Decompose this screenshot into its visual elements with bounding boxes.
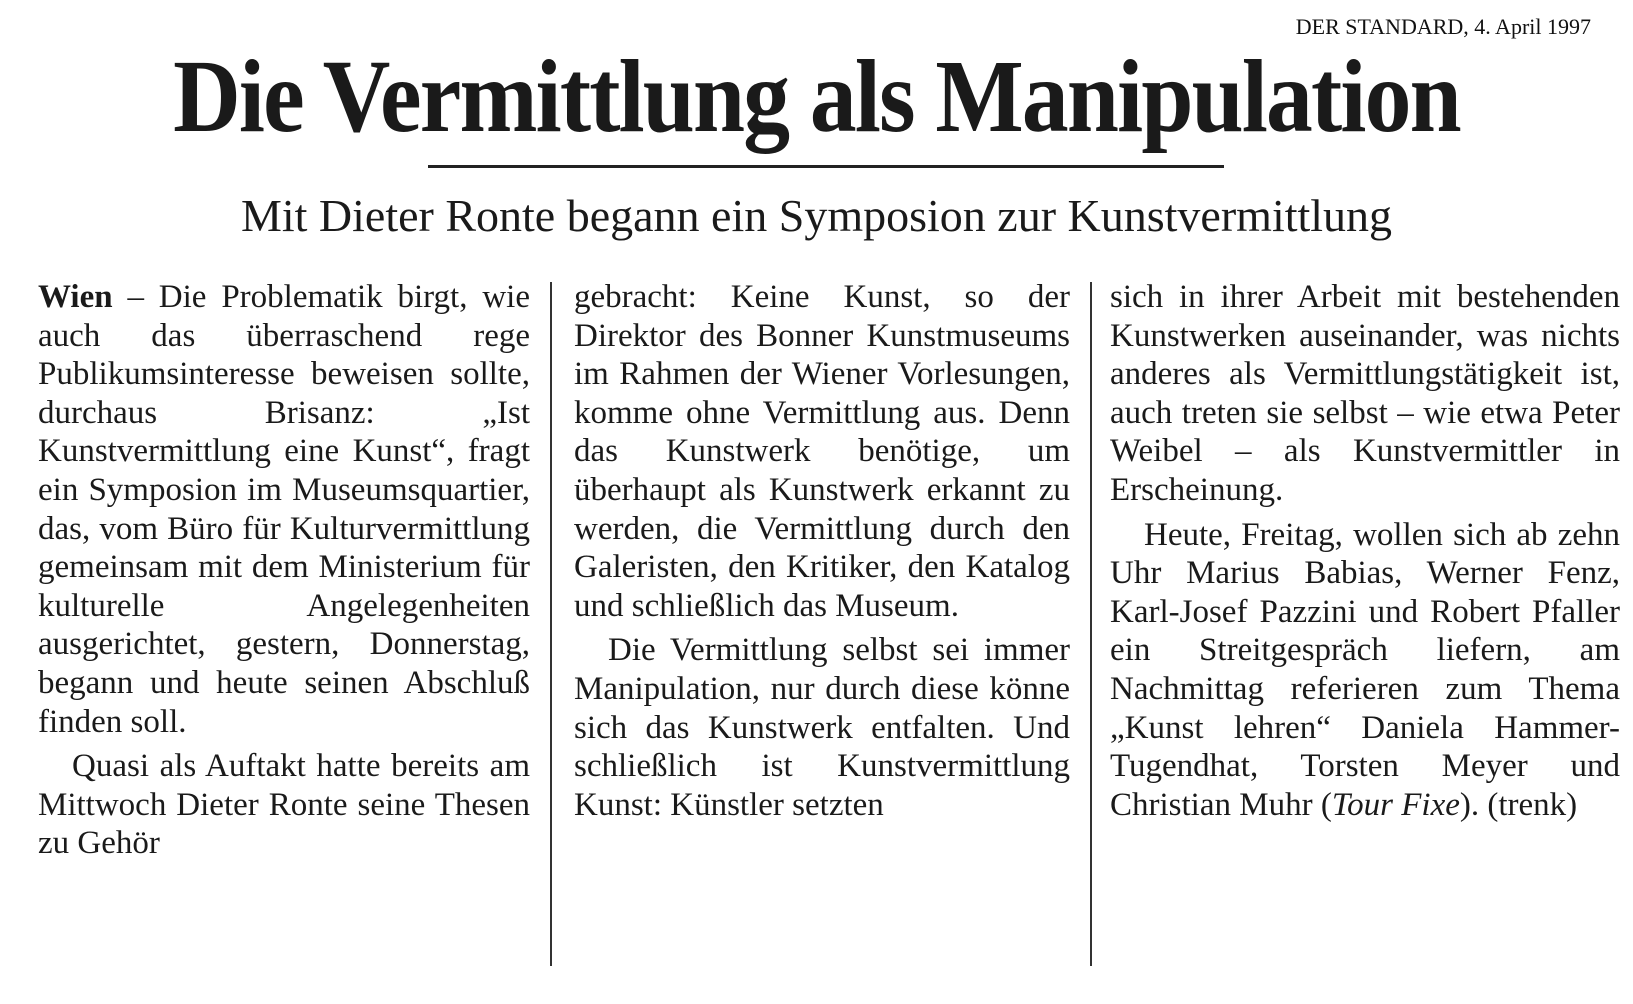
paragraph bbox=[38, 278, 530, 741]
paragraph: Die Vermittlung selbst sei immer Manipulation, nur durch diese könne sich das Kunstwerk entfalten. Und schließlich ist Kunstvermittlung Kunst: Künstler setzten bbox=[574, 632, 1070, 823]
paragraph: gebracht: Keine Kunst, so der Direktor des Bonner Kunstmuseums im Rahmen der Wiener Vorlesungen, komme ohne Vermittlung aus. Denn das Kunstwerk benötige, um überhaupt als Kunstwerk erkannt zu werden, die Vermittlung durch den Galeristen, den Kritiker, den Katalog und schließlich das Museum. bbox=[574, 279, 1070, 624]
article-column-1 bbox=[38, 278, 530, 863]
subheadline: Mit Dieter Ronte begann ein Symposion zur Kunstvermittlung bbox=[240, 190, 1393, 241]
column-divider bbox=[1090, 282, 1092, 966]
dateline: Wien bbox=[38, 279, 113, 315]
paragraph-text: Heute, Freitag, wollen sich ab zehn Uhr Marius Babias, Werner Fenz, Karl-Josef Pazzini und Robert Pfaller ein Streitgespräch liefern, am Nachmittag referieren zum Thema „Kunst lehren“ Daniela Hammer-Tugendhat, Torsten Meyer und Christian Muhr ( bbox=[1110, 516, 1620, 823]
source-line: DER STANDARD, 4. April 1997 bbox=[1295, 14, 1591, 39]
italic-title: Tour Fixe bbox=[1331, 786, 1460, 823]
column-divider bbox=[550, 282, 552, 966]
headline: Die Vermittlung als Manipulation bbox=[173, 39, 1460, 154]
headline-rule bbox=[428, 165, 1224, 168]
paragraph: Quasi als Auftakt hatte bereits am Mittwoch Dieter Ronte seine Thesen zu Gehör bbox=[38, 748, 530, 862]
paragraph: sich in ihrer Arbeit mit bestehenden Kunstwerken auseinander, was nichts anderes als Vermittlungstätigkeit ist, auch treten sie selbst – wie etwa Peter Weibel – als Kunstvermittler in Erscheinung. bbox=[1110, 279, 1620, 508]
paragraph-text: – Die Problematik birgt, wie auch das überraschend rege Publikumsinteresse beweisen sollte, durchaus Brisanz: „Ist Kunstvermittlung eine Kunst“, fragt ein Symposion im Museumsquartier, das, vom Büro für Kulturvermittlung gemeinsam mit dem Ministerium für kulturelle Angelegenheiten ausgerichtet, gestern, Donnerstag, begann und heute seinen Abschluß finden soll. bbox=[38, 279, 530, 740]
paragraph-text: ). (trenk) bbox=[1459, 786, 1578, 823]
article-column-3 bbox=[1110, 278, 1620, 824]
article-column-2 bbox=[574, 278, 1070, 824]
paragraph bbox=[1110, 516, 1620, 825]
